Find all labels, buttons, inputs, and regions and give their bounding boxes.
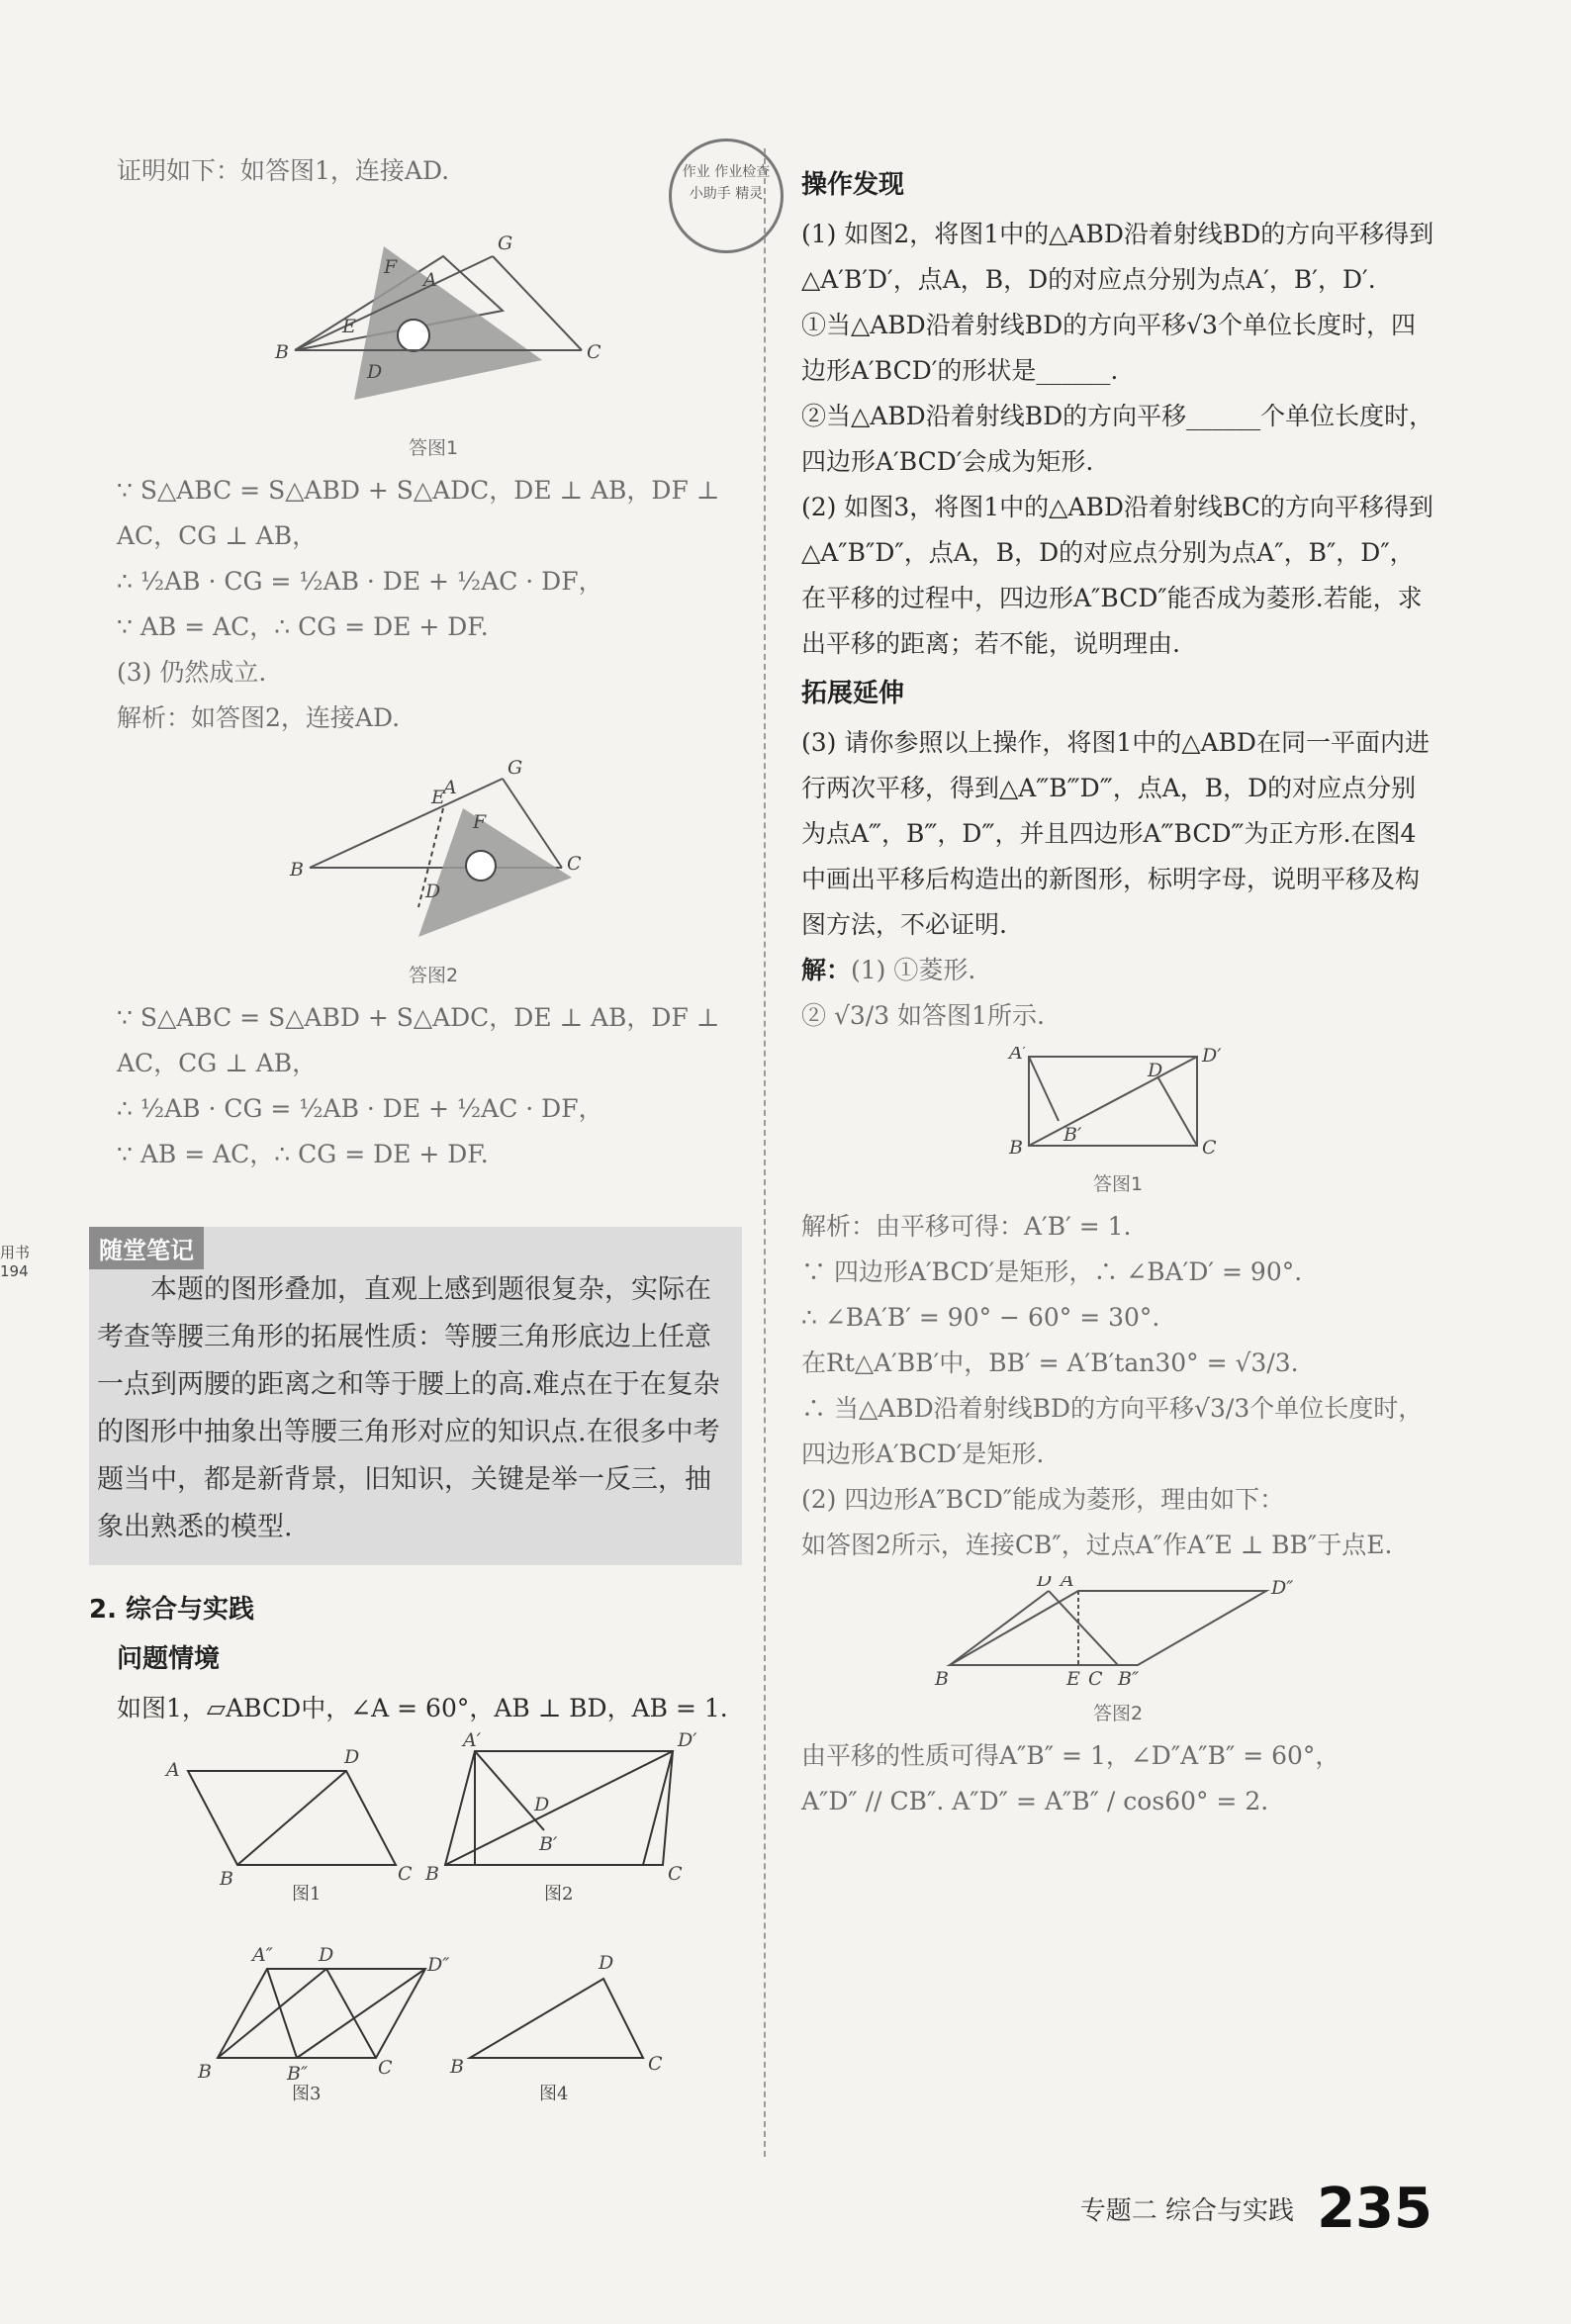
svg-text:B: B [290,859,304,881]
question-2-text: 如图1，▱ABCD中，∠A = 60°，AB ⊥ BD，AB = 1. [117,1694,728,1722]
answer-figure-2-caption: 答图2 [408,965,459,986]
proof-line-3: ∴ ½AB · CG = ½AB · DE + ½AC · DF， [117,567,603,596]
proof-line-4: ∵ AB = AC，∴ CG = DE + DF. [117,612,489,641]
svg-text:G: G [498,232,513,254]
answer-label: 解： [801,956,852,984]
right-answer-figure-1 [801,1047,1434,1196]
svg-text:D″: D″ [427,1954,450,1976]
svg-text:B: B [425,1863,439,1885]
svg-text:G: G [508,757,523,779]
svg-text:C: C [1088,1668,1103,1690]
answer-line-5: ∴ ∠BA′B′ = 90° − 60° = 30°. [801,1303,1160,1332]
proof-line-6: 解析：如答图2，连接AD. [117,703,401,732]
answer-1: (1) ①菱形. [851,956,976,984]
svg-text:B′: B′ [1063,1124,1082,1146]
svg-text:D′: D′ [678,1731,697,1751]
svg-text:A″: A″ [252,1944,273,1966]
problem-situation-heading: 问题情境 [117,1644,221,1674]
answer-line-8: (2) 四边形A″BCD″能成为菱形，理由如下： [801,1485,1285,1514]
stamp-text: 作业 作业检查小助手 精灵 [682,164,771,202]
answer-figure-1 [117,202,750,460]
answer-line-11: A″D″ // CB″. A″D″ = A″B″ / cos60° = 2. [801,1787,1269,1815]
svg-text:D′: D′ [1202,1047,1222,1067]
svg-text:C: C [668,1863,683,1885]
svg-text:A′: A′ [463,1731,482,1751]
right-answer-figure-2-caption: 答图2 [1092,1703,1144,1724]
right-column [801,158,1434,1824]
proof-line-5: (3) 仍然成立. [117,658,267,687]
edge-label: 用书 194 [0,1244,31,1280]
class-notes-body: 本题的图形叠加，直观上感到题很复杂，实际在考查等腰三角形的拓展性质：等腰三角形底边上任意一点到两腰的距离之和等于腰上的高.难点在于在复杂的图形中抽象出等腰三角形对应的知识点.在很多中考题当中，都是新背景，旧知识，关键是举一反三，抽象出熟悉的模型. [97,1274,720,1542]
answer-line-4: ∵ 四边形A′BCD′是矩形，∴ ∠BA′D′ = 90°. [801,1257,1303,1286]
svg-text:A: A [423,269,437,291]
svg-text:C: C [648,2053,663,2075]
svg-text:C: C [567,853,582,875]
question-2 [89,1583,752,2111]
proof-line-7: ∵ S△ABC = S△ABD + S△ADC，DE ⊥ AB，DF ⊥ AC，CG ⊥ AB， [117,1003,720,1077]
svg-text:D: D [319,1944,334,1966]
figure-2-caption: 图2 [544,1884,574,1905]
svg-text:A: A [443,777,457,798]
svg-text:D: D [1037,1576,1053,1591]
left-column [117,148,750,1177]
svg-text:B: B [1009,1137,1023,1159]
svg-text:D: D [367,361,383,383]
svg-text:E: E [1066,1668,1080,1690]
svg-text:A: A [166,1759,180,1781]
svg-text:E: E [431,787,445,808]
answer-line-2: ② √3/3 如答图1所示. [801,1001,1045,1030]
answer-line-10: 由平移的性质可得A″B″ = 1，∠D″A″B″ = 60°， [801,1741,1340,1770]
answer-line-9: 如答图2所示，连接CB″，过点A″作A″E ⊥ BB″于点E. [801,1531,1393,1559]
svg-text:B″: B″ [1118,1668,1140,1690]
svg-text:A′: A′ [1009,1047,1028,1064]
question-part-1: (1) 如图2，将图1中的△ABD沿着射线BD的方向平移得到△A′B′D′，点A，B，D的对应点分别为点A′，B′，D′. [801,220,1434,294]
svg-text:A″: A″ [1061,1576,1081,1591]
answer-line-3: 解析：由平移可得：A′B′ = 1. [801,1212,1132,1241]
svg-text:D: D [534,1794,550,1815]
page-footer [1080,2177,1432,2241]
svg-text:E: E [342,316,356,337]
proof-line-8: ∴ ½AB · CG = ½AB · DE + ½AC · DF， [117,1094,603,1123]
svg-text:D: D [599,1952,614,1974]
question-part-3: (3) 请你参照以上操作，将图1中的△ABD在同一平面内进行两次平移，得到△A‴B‴D‴，点A，B，D的对应点分别为点A‴，B‴，D‴，并且四边形A‴BCD‴为正方形.在图4中画出平移后构造出的新图形，标明字母，说明平移及构图方法，不必证明. [801,728,1430,939]
right-answer-figure-1-caption: 答图1 [1092,1173,1144,1195]
extension-heading: 拓展延伸 [801,679,905,708]
svg-text:B: B [450,2056,464,2078]
answer-line-7: ∴ 当△ABD沿着射线BD的方向平移√3/3个单位长度时，四边形A′BCD′是矩形. [801,1394,1424,1468]
question-part-1-2: ②当△ABD沿着射线BD的方向平移______个单位长度时，四边形A′BCD′会成为矩形. [801,402,1434,476]
topic-label: 专题二 综合与实践 [1079,2196,1294,2226]
question-2-heading: 2. 综合与实践 [89,1595,255,1625]
svg-text:D: D [344,1746,360,1768]
figure-3-caption: 图3 [292,2084,322,2104]
svg-text:B′: B′ [539,1833,558,1855]
figure-1-caption: 图1 [292,1884,322,1905]
column-divider [764,148,766,2157]
svg-text:C: C [378,2057,393,2079]
svg-text:B: B [220,1868,233,1890]
figure-4-caption: 图4 [539,2084,569,2104]
proof-line-2: ∵ S△ABC = S△ABD + S△ADC，DE ⊥ AB，DF ⊥ AC，CG ⊥ AB， [117,476,720,550]
class-notes-box [89,1227,742,1565]
svg-text:D: D [425,881,441,902]
svg-text:C: C [1202,1137,1217,1159]
question-part-1-1: ①当△ABD沿着射线BD的方向平移√3个单位长度时，四边形A′BCD′的形状是______. [801,311,1416,385]
proof-line-1: 证明如下：如答图1，连接AD. [117,156,450,185]
proof-line-9: ∵ AB = AC，∴ CG = DE + DF. [117,1140,489,1168]
svg-text:C: C [398,1863,413,1885]
class-notes-title: 随堂笔记 [89,1227,204,1269]
svg-text:D: D [1148,1060,1163,1081]
answer-line-6: 在Rt△A′BB′中，BB′ = A′B′tan30° = √3/3. [801,1348,1299,1377]
question-part-2: (2) 如图3，将图1中的△ABD沿着射线BC的方向平移得到△A″B″D″，点A，B，D的对应点分别为点A″，B″，D″，在平移的过程中，四边形A″BCD″能否成为菱形.若能，求出平移的距离；若不能，说明理由. [801,493,1433,658]
operation-discovery-heading: 操作发现 [801,170,905,200]
right-answer-figure-2 [801,1576,1434,1725]
svg-text:B: B [275,341,289,363]
answer-line-1 [801,948,1434,993]
answer-figure-2 [117,749,750,987]
svg-text:D″: D″ [1271,1577,1294,1599]
svg-text:F: F [473,811,487,833]
svg-text:B″: B″ [287,2063,309,2085]
svg-text:F: F [384,256,398,278]
svg-text:B: B [198,2061,212,2083]
answer-figure-1-caption: 答图1 [408,437,459,459]
svg-text:B: B [935,1668,949,1690]
question-figures [89,1731,752,2107]
svg-text:C: C [587,341,601,363]
page-number: 235 [1317,2177,1432,2241]
